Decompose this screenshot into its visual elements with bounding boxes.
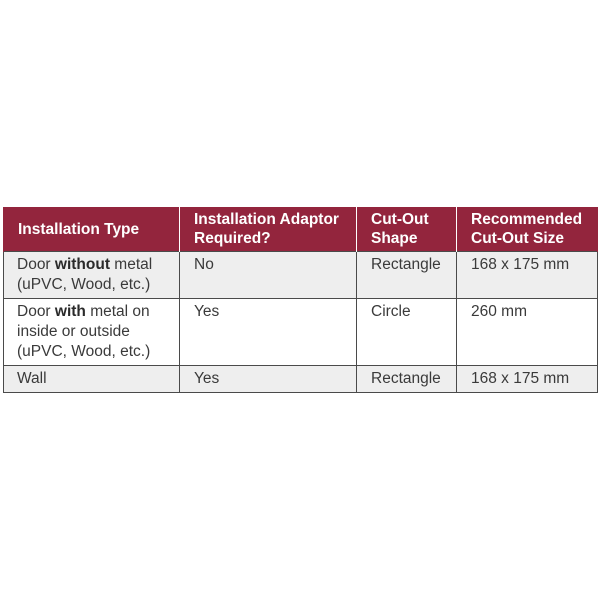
installation-table xyxy=(3,207,598,393)
cell-adaptor-required: No xyxy=(180,252,357,299)
cell-installation-type xyxy=(4,366,180,393)
cell-adaptor-required: Yes xyxy=(180,366,357,393)
header-cut-out-size: Recommended Cut-Out Size xyxy=(457,207,598,252)
header-row xyxy=(4,207,598,252)
cell-cut-out-shape: Rectangle xyxy=(357,252,457,299)
header-installation-type: Installation Type xyxy=(4,207,180,252)
cell-cut-out-shape: Circle xyxy=(357,299,457,366)
type-text-pre: Wall xyxy=(17,370,47,387)
cell-cut-out-size: 168 x 175 mm xyxy=(457,252,598,299)
table-row xyxy=(4,299,598,366)
type-text-bold: without xyxy=(54,256,110,273)
header-cut-out-shape: Cut-Out Shape xyxy=(357,207,457,252)
cell-adaptor-required: Yes xyxy=(180,299,357,366)
installation-table-container xyxy=(3,207,597,393)
type-text-post: metal on inside or outside (uPVC, Wood, etc.) xyxy=(17,303,151,360)
cell-cut-out-size: 168 x 175 mm xyxy=(457,366,598,393)
type-text-post: metal (uPVC, Wood, etc.) xyxy=(17,256,153,293)
table-row xyxy=(4,366,598,393)
cell-installation-type xyxy=(4,252,180,299)
cell-cut-out-size: 260 mm xyxy=(457,299,598,366)
type-text-bold: with xyxy=(54,303,86,320)
header-adaptor-required: Installation Adaptor Required? xyxy=(180,207,357,252)
table-body xyxy=(4,252,598,393)
type-text-pre: Door xyxy=(17,303,55,320)
table-header xyxy=(4,207,598,252)
table-row xyxy=(4,252,598,299)
cell-cut-out-shape: Rectangle xyxy=(357,366,457,393)
type-text-pre: Door xyxy=(17,256,55,273)
cell-installation-type xyxy=(4,299,180,366)
